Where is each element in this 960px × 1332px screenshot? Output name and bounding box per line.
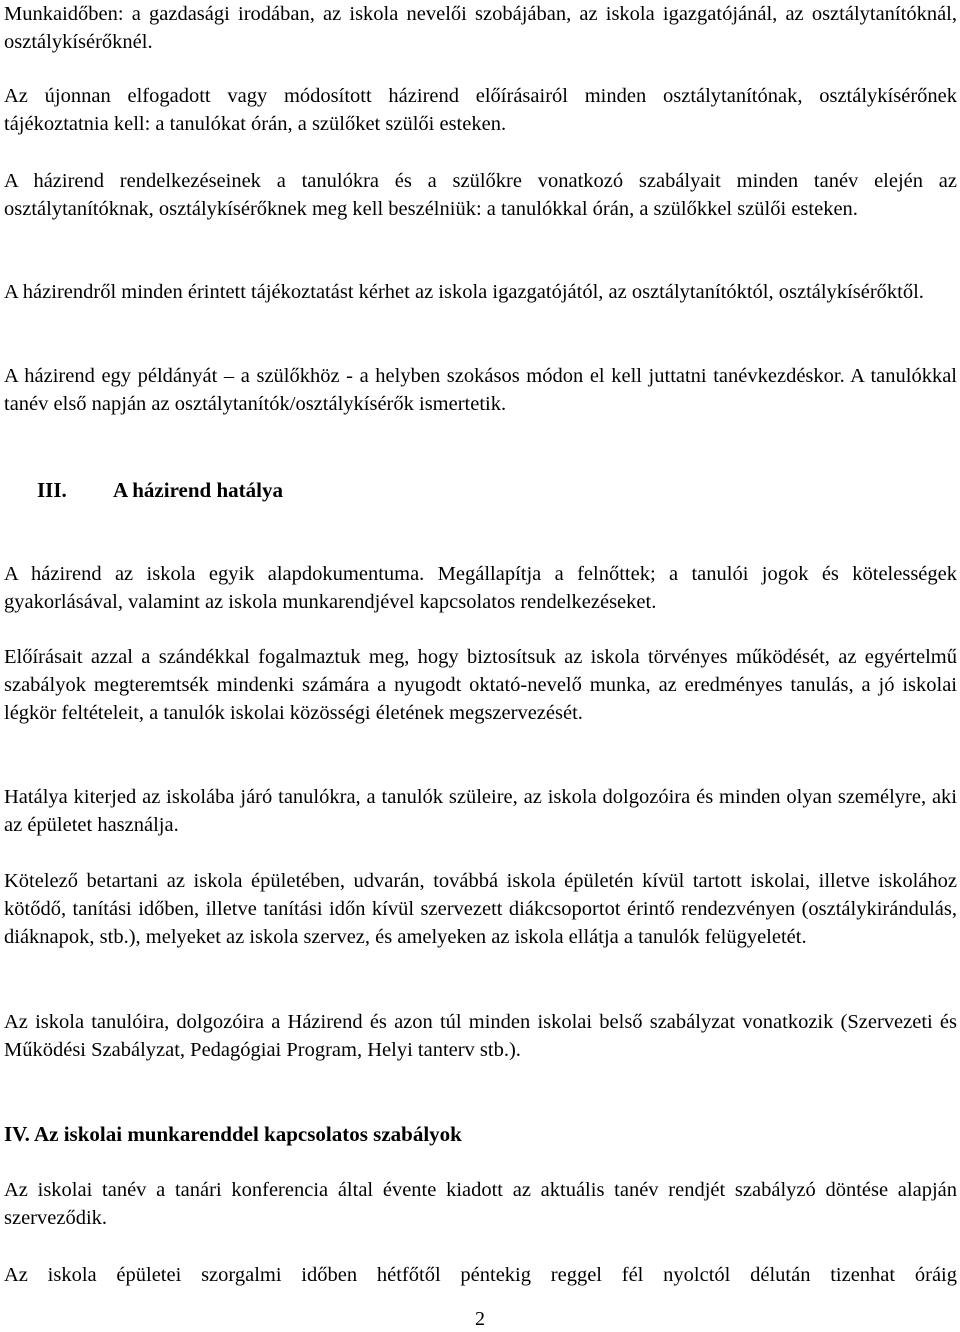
section-heading-text: IV. Az iskolai munkarenddel kapcsolatos szabályok bbox=[4, 1122, 462, 1146]
paragraph-other-regulations: Az iskola tanulóira, dolgozóira a Házirend és azon túl minden iskolai belső szabályzat vonatkozik (Szervezeti és Működési Szabályzat, Pedagógiai Program, Helyi tanterv stb.). bbox=[4, 1011, 957, 1061]
paragraph-purpose: Előírásait azzal a szándékkal fogalmaztuk meg, hogy biztosítsuk az iskola törvényes működését, az egyértelmű szabályok megteremtsék mindenki számára a nyugodt oktató-nevelő munka, az eredményes tanulás, a jó iskolai légkör feltételeit, a tanulók iskolai közösségi életének megszervezését. bbox=[4, 646, 957, 724]
section-number: III. bbox=[37, 478, 67, 502]
paragraph-copy-distribution: A házirend egy példányát – a szülőkhöz - a helyben szokásos módon el kell juttatni tanévkezdéskor. A tanulókkal tanév első napján az osztálytanítók/osztálykísérők ismertetik. bbox=[4, 365, 957, 415]
paragraph-scope-persons: Hatálya kiterjed az iskolába járó tanulókra, a tanulók szüleire, az iskola dolgozóira és minden olyan személyre, aki az épületet használja. bbox=[4, 786, 957, 836]
paragraph-basic-document: A házirend az iskola egyik alapdokumentuma. Megállapítja a felnőttek; a tanulói jogok és kötelességek gyakorlásával, valamint az iskola munkarendjével kapcsolatos rendelkezéseket. bbox=[4, 563, 957, 613]
section-heading-scope bbox=[0, 476, 960, 504]
paragraph-opening-hours: Az iskola épületei szorgalmi időben hétfőtől péntekig reggel fél nyolctól délután tizenhat óráig bbox=[4, 1264, 957, 1286]
paragraph-rules-discussion: A házirend rendelkezéseinek a tanulókra és a szülőkre vonatkozó szabályait minden tanév elején az osztálytanítóknak, osztálykísérőknek meg kell beszélniük: a tanulókkal órán, a szülőkkel szülői esteken. bbox=[4, 170, 957, 220]
paragraph-information-request: A házirendről minden érintett tájékoztatást kérhet az iskola igazgatójától, az osztálytanítóktól, osztálykísérőktől. bbox=[4, 281, 924, 303]
paragraph-scope-events: Kötelező betartani az iskola épületében, udvarán, továbbá iskola épületén kívül tartott iskolai, illetve iskolához kötődő, tanítási időben, illetve tanítási időn kívül szervezett diákcsoportot érintő rendezvényen (osztálykirándulás, diáknapok, stb.), melyeket az iskola szervez, és amelyeken az iskola ellátja a tanulók felügyeletét. bbox=[4, 870, 957, 948]
paragraph-notification-duty: Az újonnan elfogadott vagy módosított házirend előírásairól minden osztálytanítónak, osztálykísérőnek tájékoztatnia kell: a tanulókat órán, a szülőket szülői esteken. bbox=[4, 85, 957, 135]
paragraph-info-locations: Munkaidőben: a gazdasági irodában, az iskola nevelői szobájában, az iskola igazgatójánál, az osztálytanítóknál, osztálykísérőknél. bbox=[4, 3, 957, 53]
paragraph-school-year: Az iskolai tanév a tanári konferencia által évente kiadott az aktuális tanév rendjét szabályzó döntése alapján szerveződik. bbox=[4, 1179, 957, 1229]
page-number: 2 bbox=[475, 1308, 485, 1330]
section-heading-work-order bbox=[0, 1120, 960, 1148]
section-title: A házirend hatálya bbox=[113, 478, 283, 502]
